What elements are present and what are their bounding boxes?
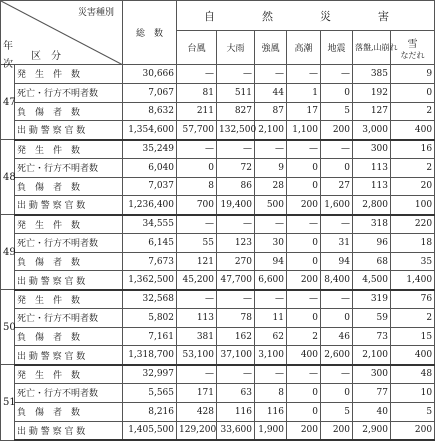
cell-total: 7,673 (123, 252, 177, 271)
cell-storm-surge: 17 (287, 102, 321, 121)
cell-total: 6,040 (123, 158, 177, 177)
cell-total: 8,632 (123, 102, 177, 121)
cell-earthquake: — (321, 215, 353, 234)
cell-heavy-rain: — (217, 140, 255, 159)
col-header-strong-wind: 強風 (255, 31, 287, 65)
cell-typhoon: — (177, 215, 217, 234)
row-label: 出 動 警 察 官 数 (15, 121, 123, 140)
cell-landslide: 318 (353, 215, 391, 234)
table-row (1, 271, 435, 290)
cell-landslide: 192 (353, 83, 391, 102)
cell-snow-avalanche: 0 (391, 83, 435, 102)
cell-snow-avalanche: 18 (391, 233, 435, 252)
cell-heavy-rain: 47,700 (217, 271, 255, 290)
cell-snow-avalanche: 2 (391, 158, 435, 177)
cell-total: 34,555 (123, 215, 177, 234)
table-row (1, 158, 435, 177)
cell-earthquake: — (321, 140, 353, 159)
cell-landslide: 2,100 (353, 346, 391, 365)
cell-strong-wind: — (255, 215, 287, 234)
cell-heavy-rain: 116 (217, 402, 255, 421)
cell-snow-avalanche: 35 (391, 252, 435, 271)
cell-total: 32,568 (123, 290, 177, 309)
row-label: 発 生 件 数 (15, 140, 123, 159)
cell-snow-avalanche: 48 (391, 365, 435, 384)
cell-snow-avalanche: 1,400 (391, 271, 435, 290)
cell-strong-wind: 3,100 (255, 346, 287, 365)
cell-storm-surge: — (287, 215, 321, 234)
table-row (1, 121, 435, 140)
total-header: 総 数 (123, 1, 177, 65)
year-label: 年 (3, 41, 13, 52)
cell-earthquake: 2,600 (321, 346, 353, 365)
cell-landslide: 113 (353, 177, 391, 196)
cell-total: 35,249 (123, 140, 177, 159)
cell-snow-avalanche: 76 (391, 290, 435, 309)
cell-strong-wind: — (255, 65, 287, 84)
cell-strong-wind: 30 (255, 233, 287, 252)
cell-strong-wind: 87 (255, 102, 287, 121)
cell-earthquake: 46 (321, 327, 353, 346)
cell-strong-wind: 1,900 (255, 421, 287, 440)
cell-total: 7,037 (123, 177, 177, 196)
row-label: 発 生 件 数 (15, 215, 123, 234)
cell-typhoon: — (177, 365, 217, 384)
row-label: 負 傷 者 数 (15, 327, 123, 346)
row-label: 出 動 警 察 官 数 (15, 271, 123, 290)
cell-earthquake: 5 (321, 102, 353, 121)
table-row (1, 196, 435, 215)
table-row (1, 308, 435, 327)
cell-landslide: 4,500 (353, 271, 391, 290)
cell-snow-avalanche: 9 (391, 65, 435, 84)
cell-strong-wind: 28 (255, 177, 287, 196)
row-label: 負 傷 者 数 (15, 252, 123, 271)
cell-landslide: 59 (353, 308, 391, 327)
table-row (1, 365, 435, 384)
cell-typhoon: — (177, 65, 217, 84)
cell-landslide: 113 (353, 158, 391, 177)
snow-label: 雪 (407, 38, 418, 50)
cell-storm-surge: 0 (287, 252, 321, 271)
row-label: 発 生 件 数 (15, 65, 123, 84)
cell-storm-surge: 200 (287, 196, 321, 215)
cell-typhoon: 428 (177, 402, 217, 421)
natural-disaster-header: 自 然 災 害 (177, 1, 435, 31)
cell-landslide: 96 (353, 233, 391, 252)
col-header-storm-surge: 高潮 (287, 31, 321, 65)
cell-heavy-rain: 63 (217, 384, 255, 403)
year-cell: 51 (1, 365, 15, 440)
cell-snow-avalanche: 200 (391, 421, 435, 440)
cell-typhoon: 8 (177, 177, 217, 196)
cell-storm-surge: 0 (287, 233, 321, 252)
cell-storm-surge: 200 (287, 421, 321, 440)
cell-snow-avalanche: 10 (391, 384, 435, 403)
cell-total: 7,067 (123, 83, 177, 102)
col-header-landslide: 落盤,山崩れ (353, 31, 391, 65)
cell-storm-surge: — (287, 290, 321, 309)
cell-storm-surge: 0 (287, 402, 321, 421)
cell-earthquake: — (321, 365, 353, 384)
cell-snow-avalanche: 16 (391, 140, 435, 159)
cell-heavy-rain: — (217, 290, 255, 309)
year-cell: 47 (1, 65, 15, 140)
cell-strong-wind: 9 (255, 158, 287, 177)
row-label: 死亡・行方不明者数 (15, 384, 123, 403)
category-label: 区 分 (31, 51, 61, 62)
cell-total: 7,161 (123, 327, 177, 346)
row-label: 負 傷 者 数 (15, 402, 123, 421)
row-label: 発 生 件 数 (15, 365, 123, 384)
cell-heavy-rain: — (217, 215, 255, 234)
table-row (1, 327, 435, 346)
row-label: 出 動 警 察 官 数 (15, 421, 123, 440)
cell-snow-avalanche: 20 (391, 177, 435, 196)
year-label-2: 次 (3, 59, 13, 70)
col-header-heavy-rain: 大雨 (217, 31, 255, 65)
cell-total: 5,565 (123, 384, 177, 403)
cell-snow-avalanche: 2 (391, 308, 435, 327)
col-header-earthquake: 地震 (321, 31, 353, 65)
cell-storm-surge: 1 (287, 83, 321, 102)
avalanche-label: なだれ (400, 50, 425, 60)
disaster-type-label: 災害種別 (77, 8, 114, 18)
table-row (1, 233, 435, 252)
cell-landslide: 319 (353, 290, 391, 309)
cell-landslide: 40 (353, 402, 391, 421)
cell-total: 1,236,400 (123, 196, 177, 215)
col-header-typhoon: 台風 (177, 31, 217, 65)
cell-earthquake: — (321, 290, 353, 309)
cell-snow-avalanche: 100 (391, 196, 435, 215)
cell-landslide: 385 (353, 65, 391, 84)
cell-typhoon: 0 (177, 158, 217, 177)
table-row (1, 215, 435, 234)
table-row (1, 65, 435, 84)
cell-total: 1,354,600 (123, 121, 177, 140)
cell-heavy-rain: 72 (217, 158, 255, 177)
cell-strong-wind: 500 (255, 196, 287, 215)
cell-earthquake: 94 (321, 252, 353, 271)
cell-strong-wind: 62 (255, 327, 287, 346)
cell-typhoon: 113 (177, 308, 217, 327)
cell-total: 1,362,500 (123, 271, 177, 290)
cell-typhoon: 211 (177, 102, 217, 121)
cell-total: 1,318,700 (123, 346, 177, 365)
cell-typhoon: 57,700 (177, 121, 217, 140)
cell-storm-surge: — (287, 65, 321, 84)
cell-typhoon: 55 (177, 233, 217, 252)
cell-heavy-rain: 827 (217, 102, 255, 121)
cell-earthquake: 0 (321, 158, 353, 177)
cell-typhoon: 129,200 (177, 421, 217, 440)
header-corner-cell (1, 1, 123, 70)
cell-storm-surge: 0 (287, 177, 321, 196)
row-label: 負 傷 者 数 (15, 102, 123, 121)
cell-earthquake: 0 (321, 384, 353, 403)
table-row (1, 290, 435, 309)
cell-strong-wind: 94 (255, 252, 287, 271)
cell-storm-surge: 2 (287, 327, 321, 346)
cell-strong-wind: 44 (255, 83, 287, 102)
cell-storm-surge: 1,100 (287, 121, 321, 140)
cell-landslide: 127 (353, 102, 391, 121)
row-label: 死亡・行方不明者数 (15, 158, 123, 177)
cell-landslide: 2,800 (353, 196, 391, 215)
cell-heavy-rain: — (217, 365, 255, 384)
year-cell: 50 (1, 290, 15, 365)
cell-heavy-rain: 123 (217, 233, 255, 252)
cell-strong-wind: 2,100 (255, 121, 287, 140)
cell-heavy-rain: 19,400 (217, 196, 255, 215)
row-label: 死亡・行方不明者数 (15, 308, 123, 327)
cell-earthquake: 31 (321, 233, 353, 252)
cell-storm-surge: — (287, 365, 321, 384)
cell-heavy-rain: 86 (217, 177, 255, 196)
cell-typhoon: 171 (177, 384, 217, 403)
year-cell: 48 (1, 140, 15, 215)
cell-typhoon: — (177, 290, 217, 309)
row-label: 発 生 件 数 (15, 290, 123, 309)
cell-landslide: 2,900 (353, 421, 391, 440)
cell-landslide: 77 (353, 384, 391, 403)
cell-earthquake: 8,400 (321, 271, 353, 290)
cell-storm-surge: 0 (287, 158, 321, 177)
cell-heavy-rain: 511 (217, 83, 255, 102)
cell-strong-wind: 8 (255, 384, 287, 403)
cell-snow-avalanche: 400 (391, 121, 435, 140)
cell-typhoon: 121 (177, 252, 217, 271)
cell-landslide: 300 (353, 140, 391, 159)
cell-snow-avalanche: 2 (391, 102, 435, 121)
table-row (1, 252, 435, 271)
cell-total: 5,802 (123, 308, 177, 327)
cell-storm-surge: 200 (287, 271, 321, 290)
cell-storm-surge: 400 (287, 346, 321, 365)
cell-typhoon: — (177, 140, 217, 159)
cell-earthquake: 5 (321, 402, 353, 421)
cell-earthquake: 1,600 (321, 196, 353, 215)
cell-strong-wind: 116 (255, 402, 287, 421)
cell-heavy-rain: 37,100 (217, 346, 255, 365)
cell-heavy-rain: 132,500 (217, 121, 255, 140)
cell-typhoon: 81 (177, 83, 217, 102)
cell-snow-avalanche: 220 (391, 215, 435, 234)
table-row (1, 102, 435, 121)
cell-typhoon: 381 (177, 327, 217, 346)
table-row (1, 384, 435, 403)
cell-snow-avalanche: 400 (391, 346, 435, 365)
cell-earthquake: 27 (321, 177, 353, 196)
cell-strong-wind: 11 (255, 308, 287, 327)
row-label: 負 傷 者 数 (15, 177, 123, 196)
cell-total: 1,405,500 (123, 421, 177, 440)
cell-storm-surge: 0 (287, 384, 321, 403)
cell-earthquake: 200 (321, 421, 353, 440)
table-row (1, 177, 435, 196)
row-label: 出 動 警 察 官 数 (15, 196, 123, 215)
cell-total: 32,997 (123, 365, 177, 384)
cell-heavy-rain: — (217, 65, 255, 84)
cell-storm-surge: — (287, 140, 321, 159)
cell-strong-wind: — (255, 140, 287, 159)
cell-landslide: 73 (353, 327, 391, 346)
cell-snow-avalanche: 5 (391, 402, 435, 421)
cell-landslide: 68 (353, 252, 391, 271)
cell-strong-wind: 6,600 (255, 271, 287, 290)
cell-heavy-rain: 270 (217, 252, 255, 271)
table-body (1, 65, 435, 441)
cell-typhoon: 53,100 (177, 346, 217, 365)
row-label: 死亡・行方不明者数 (15, 83, 123, 102)
cell-heavy-rain: 78 (217, 308, 255, 327)
cell-strong-wind: — (255, 365, 287, 384)
cell-earthquake: 0 (321, 308, 353, 327)
row-label: 出 動 警 察 官 数 (15, 346, 123, 365)
cell-total: 30,666 (123, 65, 177, 84)
cell-total: 6,145 (123, 233, 177, 252)
cell-earthquake: 200 (321, 121, 353, 140)
cell-total: 8,216 (123, 402, 177, 421)
table-row (1, 421, 435, 440)
row-label: 死亡・行方不明者数 (15, 233, 123, 252)
cell-earthquake: — (321, 65, 353, 84)
table-row (1, 346, 435, 365)
cell-typhoon: 700 (177, 196, 217, 215)
year-cell: 49 (1, 215, 15, 290)
cell-landslide: 3,000 (353, 121, 391, 140)
table-row (1, 402, 435, 421)
cell-strong-wind: — (255, 290, 287, 309)
cell-storm-surge: 0 (287, 308, 321, 327)
cell-heavy-rain: 33,600 (217, 421, 255, 440)
table-row (1, 83, 435, 102)
cell-typhoon: 45,200 (177, 271, 217, 290)
cell-earthquake: 0 (321, 83, 353, 102)
table-row (1, 140, 435, 159)
cell-landslide: 300 (353, 365, 391, 384)
cell-snow-avalanche: 15 (391, 327, 435, 346)
cell-heavy-rain: 162 (217, 327, 255, 346)
